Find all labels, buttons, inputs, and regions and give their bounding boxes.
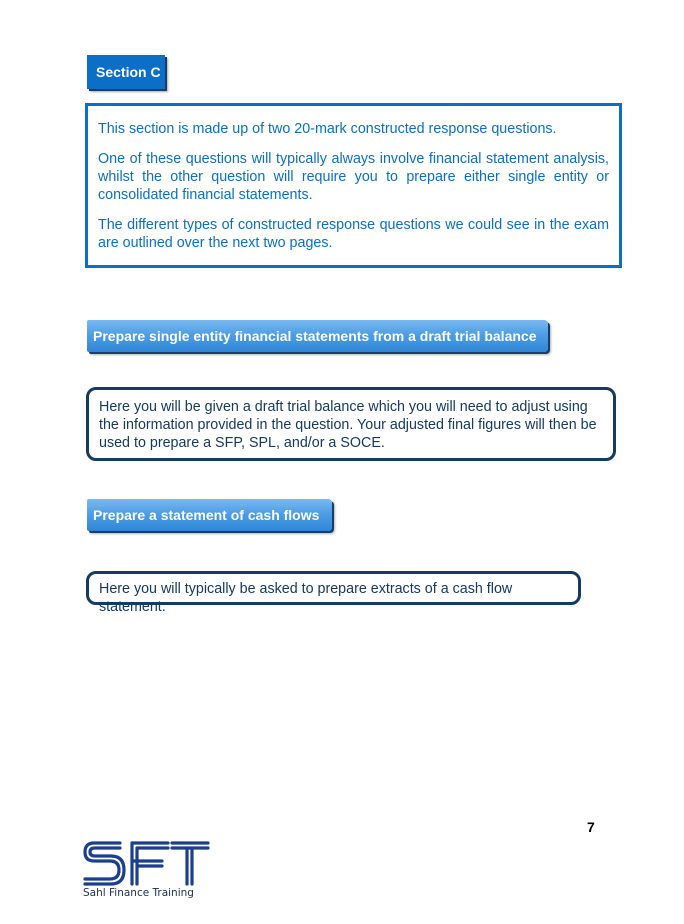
topic-heading-draft-trial-balance [87, 320, 548, 352]
topic-heading-label: Prepare a statement of cash flows [93, 507, 320, 523]
intro-paragraph: One of these questions will typically always involve financial statement analysis, whilst the other question will require you to prepare either single entity or consolidated financial statements. [98, 151, 609, 203]
topic-description-draft-trial-balance [86, 387, 616, 461]
topic-description-cash-flows [86, 571, 581, 615]
topic-description-text: Here you will be given a draft trial balance which you will need to adjust using the information provided in the question. Your adjusted final figures will then be used to prepare a SFP, SPL, and/or a SOCE. [99, 399, 597, 451]
topic-heading-label: Prepare single entity financial statements from a draft trial balance [93, 328, 537, 344]
intro-paragraph: This section is made up of two 20-mark constructed response questions. [98, 121, 557, 137]
page-number: 7 [587, 819, 595, 835]
intro-paragraph: The different types of constructed response questions we could see in the exam are outlined over the next two pages. [98, 217, 609, 251]
section-tab-label: Section C [96, 64, 161, 80]
section-tab [87, 55, 165, 89]
logo-caption: Sahl Finance Training [83, 887, 194, 899]
intro-box [85, 103, 622, 268]
topic-heading-cash-flows [87, 499, 332, 531]
topic-description-text: Here you will typically be asked to prepare extracts of a cash flow statement. [99, 581, 513, 615]
